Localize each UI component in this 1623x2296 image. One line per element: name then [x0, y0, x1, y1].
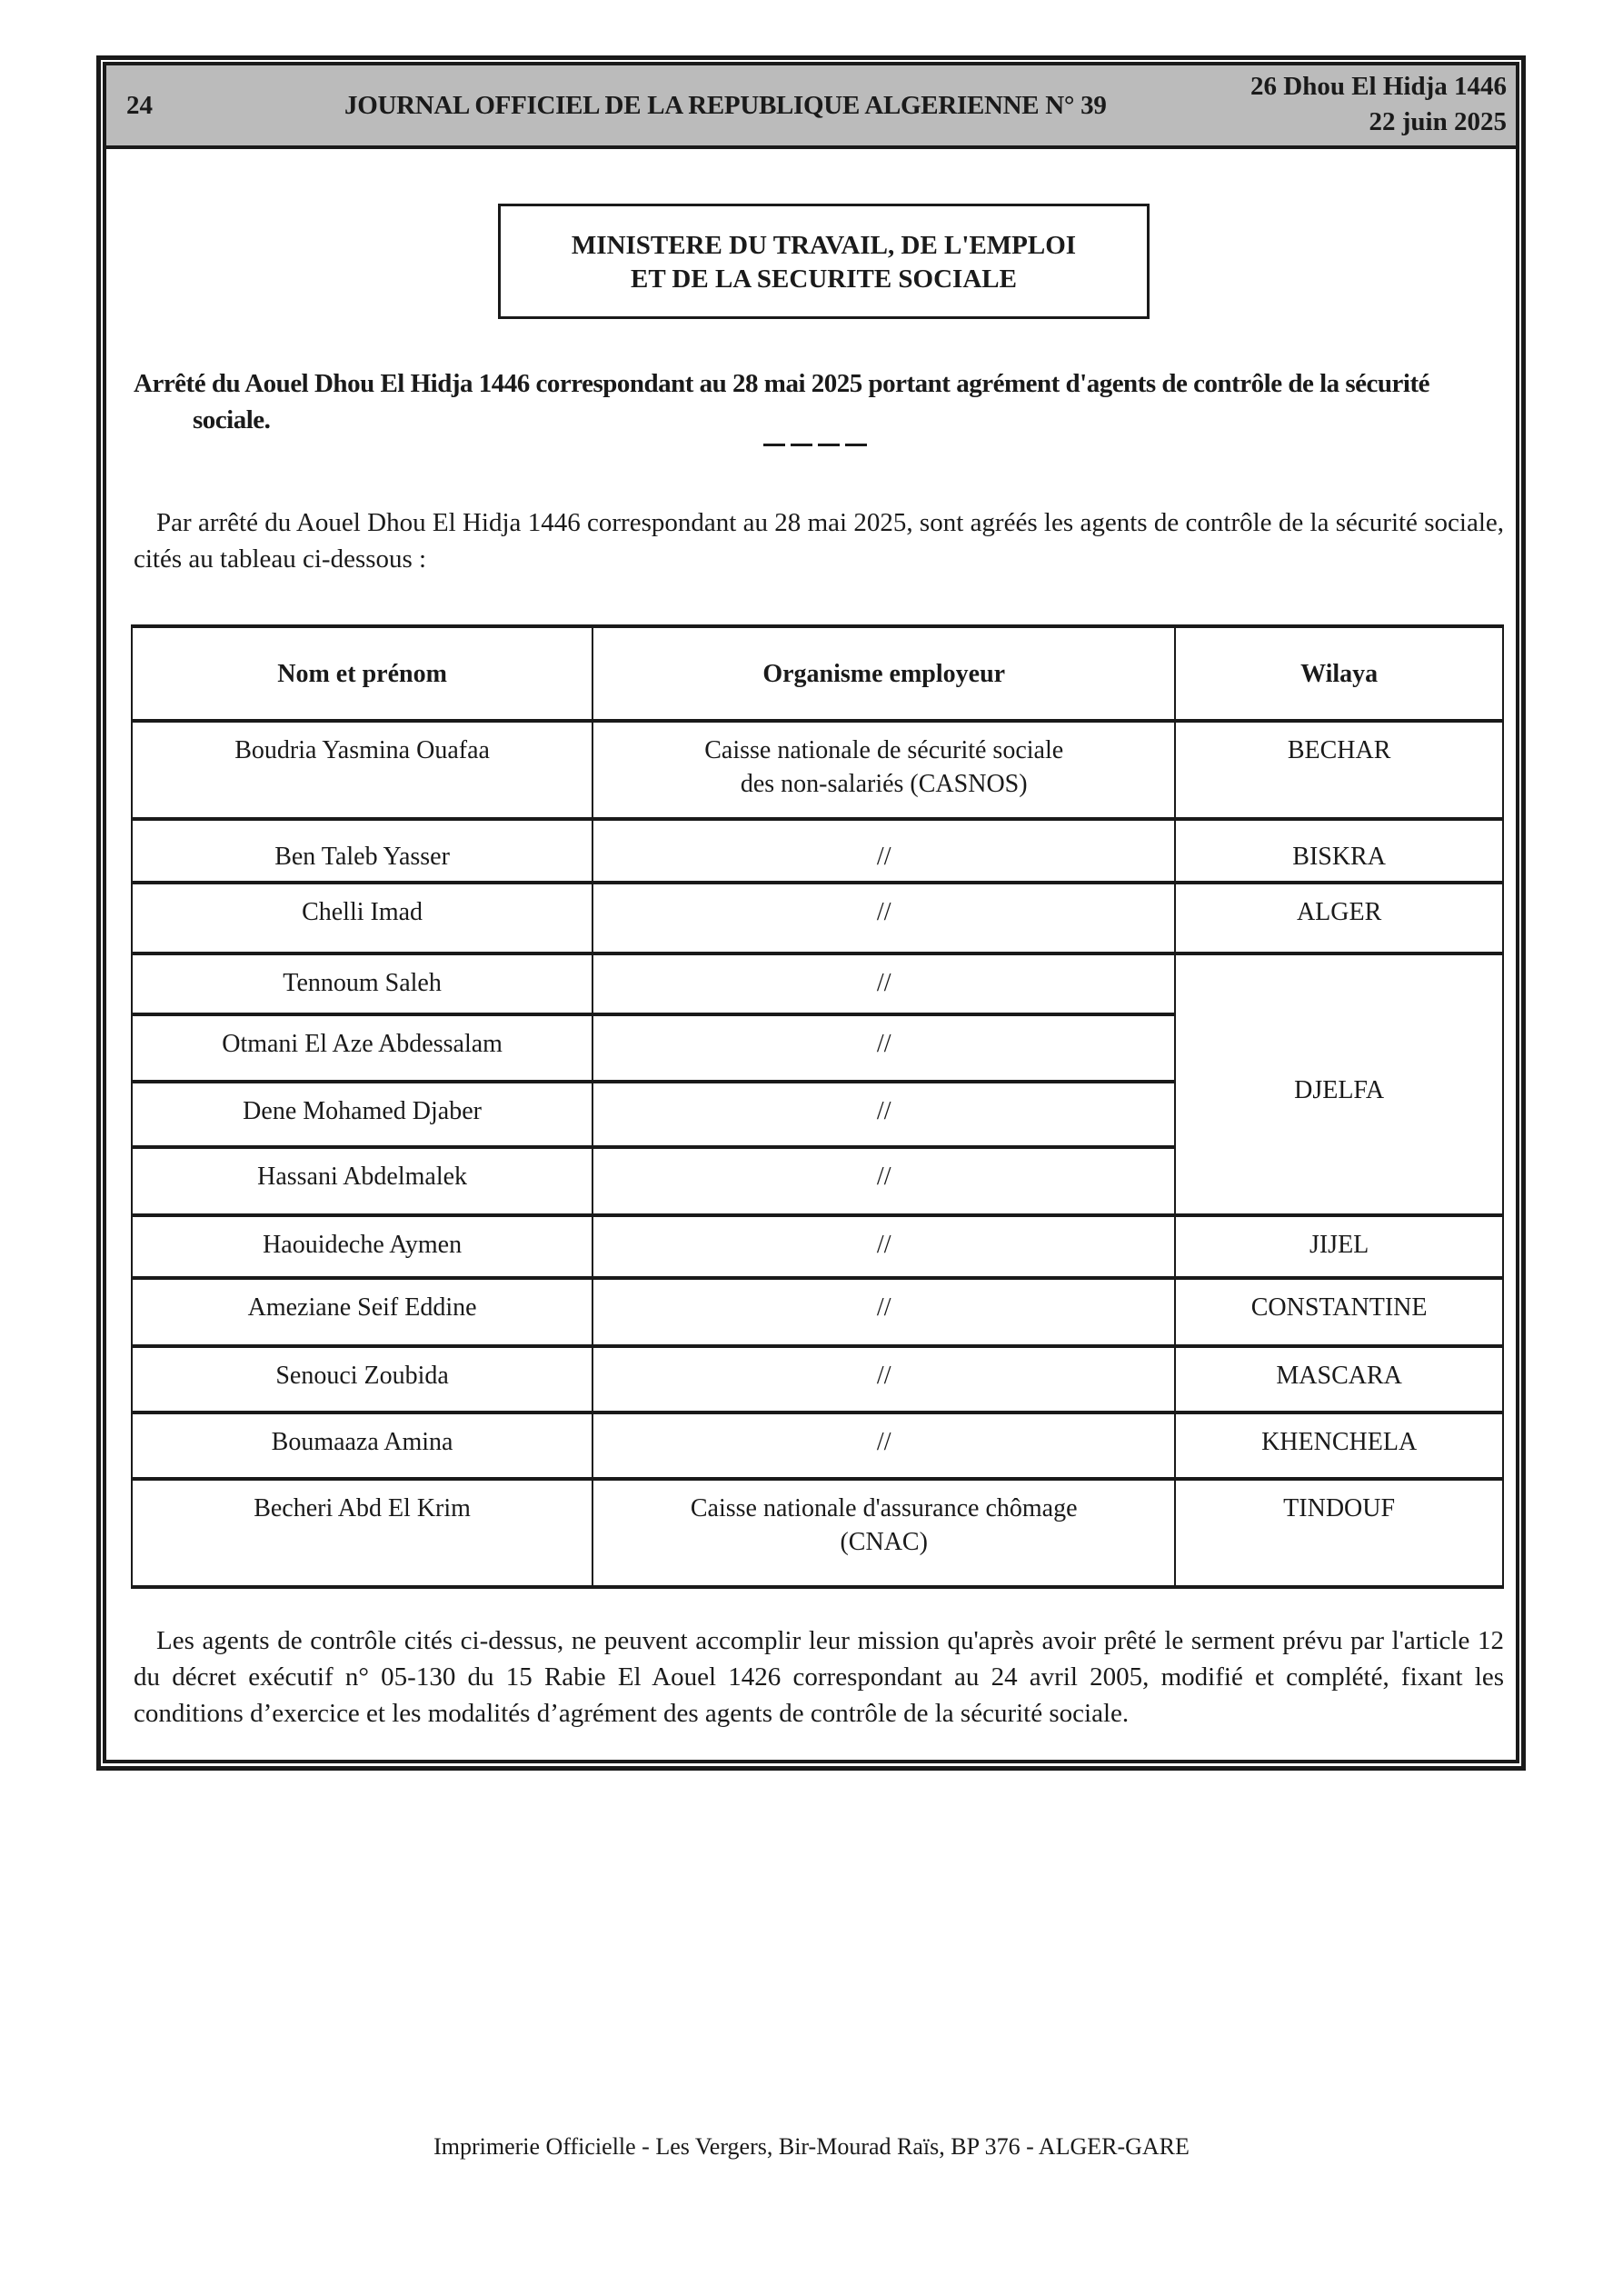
cell-name: Chelli Imad	[132, 883, 592, 953]
table-header-row	[132, 626, 1503, 721]
organisme-line-1: Caisse nationale d'assurance chômage	[690, 1494, 1078, 1522]
cell-organisme: //	[592, 1014, 1175, 1082]
closing-paragraph-text: Les agents de contrôle cités ci-dessus, ne peuvent accomplir leur mission qu'après avoir prêté le serment prévu par l'article 12 du décret exécutif n° 05-130 du 15 Rabie El Aouel 1426 correspondant au 24 avril 2005, modifié et complété, fixant les conditions d’exercice et les modalités d’agrément des agents de contrôle de la sécurité sociale.	[134, 1626, 1504, 1728]
organisme-line-2: des non-salariés (CASNOS)	[740, 770, 1028, 798]
cell-wilaya: TINDOUF	[1175, 1479, 1503, 1587]
cell-organisme	[592, 721, 1175, 819]
printer-footer: Imprimerie Officielle - Les Vergers, Bir-Mourad Raïs, BP 376 - ALGER-GARE	[433, 2133, 1190, 2160]
journal-title: JOURNAL OFFICIEL DE LA REPUBLIQUE ALGERIENNE N° 39	[344, 91, 1107, 120]
intro-paragraph	[134, 504, 1504, 577]
cell-name: Ameziane Seif Eddine	[132, 1278, 592, 1346]
table-row	[132, 1413, 1503, 1479]
cell-wilaya: KHENCHELA	[1175, 1413, 1503, 1479]
arrete-title	[134, 365, 1504, 438]
cell-organisme: //	[592, 1346, 1175, 1413]
cell-organisme	[592, 1479, 1175, 1587]
hijri-date: 26 Dhou El Hidja 1446	[1250, 72, 1507, 101]
separator-dash	[791, 444, 812, 446]
ministry-line-1: MINISTERE DU TRAVAIL, DE L'EMPLOI	[571, 231, 1077, 260]
gregorian-date: 22 juin 2025	[1369, 107, 1507, 136]
cell-name: Ben Taleb Yasser	[132, 819, 592, 883]
cell-wilaya: JIJEL	[1175, 1215, 1503, 1278]
page-number: 24	[126, 91, 153, 120]
arrete-title-line-1: Arrêté du Aouel Dhou El Hidja 1446 correspondant au 28 mai 2025 portant agrément d'agents de contrôle de la sécurité	[134, 369, 1430, 398]
section-separator	[763, 444, 867, 446]
cell-name: Hassani Abdelmalek	[132, 1147, 592, 1215]
cell-wilaya: DJELFA	[1175, 953, 1503, 1215]
ministry-heading	[498, 204, 1150, 319]
cell-organisme: //	[592, 1147, 1175, 1215]
intro-paragraph-text: Par arrêté du Aouel Dhou El Hidja 1446 correspondant au 28 mai 2025, sont agréés les agents de contrôle de la sécurité sociale, cités au tableau ci-dessous :	[134, 508, 1504, 574]
cell-name: Becheri Abd El Krim	[132, 1479, 592, 1587]
closing-paragraph	[134, 1622, 1504, 1732]
cell-name: Haouideche Aymen	[132, 1215, 592, 1278]
column-header-organisme: Organisme employeur	[592, 626, 1175, 721]
cell-name: Boudria Yasmina Ouafaa	[132, 721, 592, 819]
cell-organisme: //	[592, 1215, 1175, 1278]
journal-header	[106, 65, 1516, 149]
separator-dash	[818, 444, 840, 446]
cell-organisme: //	[592, 1413, 1175, 1479]
table-row	[132, 721, 1503, 819]
table-row	[132, 1278, 1503, 1346]
cell-wilaya: BISKRA	[1175, 819, 1503, 883]
separator-dash	[763, 444, 785, 446]
cell-wilaya: BECHAR	[1175, 721, 1503, 819]
cell-wilaya: CONSTANTINE	[1175, 1278, 1503, 1346]
agents-table	[131, 624, 1504, 1589]
separator-dash	[845, 444, 867, 446]
cell-name: Otmani El Aze Abdessalam	[132, 1014, 592, 1082]
table-row	[132, 1479, 1503, 1587]
cell-name: Boumaaza Amina	[132, 1413, 592, 1479]
column-header-wilaya: Wilaya	[1175, 626, 1503, 721]
cell-organisme: //	[592, 1278, 1175, 1346]
arrete-title-line-2: sociale.	[193, 405, 271, 434]
ministry-line-2: ET DE LA SECURITE SOCIALE	[631, 265, 1017, 294]
table-row	[132, 1215, 1503, 1278]
organisme-line-1: Caisse nationale de sécurité sociale	[704, 736, 1064, 764]
table-row	[132, 1346, 1503, 1413]
table-row	[132, 953, 1503, 1014]
cell-organisme: //	[592, 883, 1175, 953]
cell-organisme: //	[592, 819, 1175, 883]
issue-date	[1250, 69, 1507, 140]
column-header-name: Nom et prénom	[132, 626, 592, 721]
cell-name: Tennoum Saleh	[132, 953, 592, 1014]
cell-name: Senouci Zoubida	[132, 1346, 592, 1413]
cell-organisme: //	[592, 1082, 1175, 1147]
cell-name: Dene Mohamed Djaber	[132, 1082, 592, 1147]
table-row	[132, 819, 1503, 883]
cell-wilaya: MASCARA	[1175, 1346, 1503, 1413]
cell-wilaya: ALGER	[1175, 883, 1503, 953]
table-row	[132, 883, 1503, 953]
organisme-line-2: (CNAC)	[840, 1528, 928, 1556]
cell-organisme: //	[592, 953, 1175, 1014]
